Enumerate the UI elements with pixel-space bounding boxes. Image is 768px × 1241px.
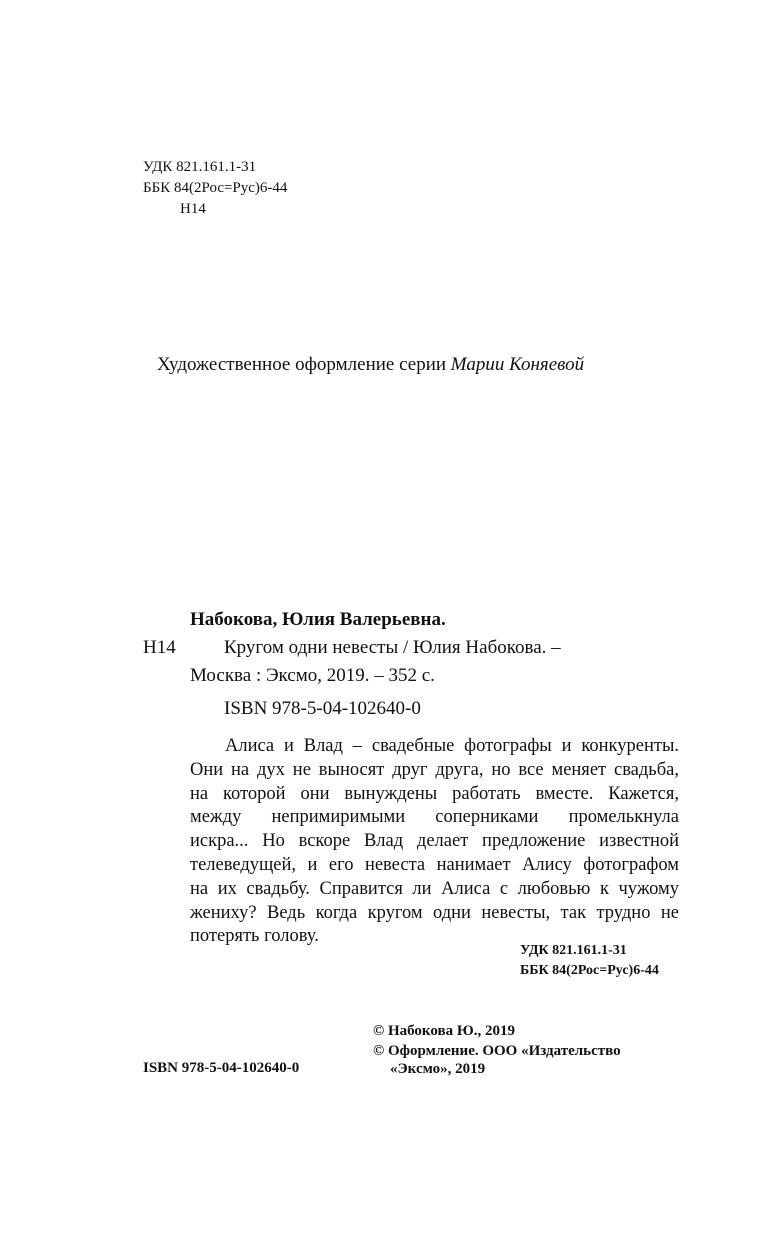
annotation-line: Алиса и Влад – свадебные фотографы и конкуренты. [225, 736, 679, 756]
isbn-main: ISBN 978-5-04-102640-0 [224, 698, 421, 719]
isbn-bottom: ISBN 978-5-04-102640-0 [143, 1060, 300, 1076]
author-sign-top: Н14 [180, 201, 206, 217]
series-design-artist: Марии Коняевой [450, 354, 585, 375]
annotation-line: жениху? Ведь когда кругом одни невесты, так трудно не [190, 902, 679, 923]
copyright-design-line-2: «Эксмо», 2019 [390, 1061, 486, 1077]
udk-code-top: УДК 821.161.1-31 [143, 159, 257, 175]
author-sign: Н14 [143, 637, 176, 658]
series-design-label: Художественное оформление серии [157, 354, 451, 375]
title-line-2: Москва : Эксмо, 2019. – 352 с. [190, 665, 435, 686]
annotation-line: на их свадьбу. Справится ли Алиса с любовью к чужому [190, 878, 679, 899]
annotation-line: Они на дух не выносят друг друга, но все меняет свадьба, [190, 759, 679, 780]
annotation-line: искра... Но вскоре Влад делает предложение известной [190, 831, 679, 852]
annotation-line: на которой они вынуждены работать вместе. Кажется, [190, 783, 679, 804]
series-design-credit [157, 351, 584, 379]
author-heading: Набокова, Юлия Валерьевна. [190, 609, 446, 630]
annotation-line: между непримиримыми соперниками промелькнула [190, 807, 679, 828]
bbk-code-bottom: ББК 84(2Рос=Рус)6-44 [520, 963, 659, 978]
title-line-1: Кругом одни невесты / Юлия Набокова. – [224, 637, 561, 658]
copyright-author: © Набокова Ю., 2019 [373, 1023, 515, 1039]
annotation-line: потерять голову. [190, 926, 319, 947]
annotation-paragraph [190, 735, 679, 949]
annotation-line: телеведущей, и его невеста нанимает Алису фотографом [190, 854, 679, 875]
bbk-code-top: ББК 84(2Рос=Рус)6-44 [143, 180, 288, 196]
copyright-design-line-1: © Оформление. ООО «Издательство [373, 1043, 621, 1059]
udk-code-bottom: УДК 821.161.1-31 [520, 943, 627, 958]
